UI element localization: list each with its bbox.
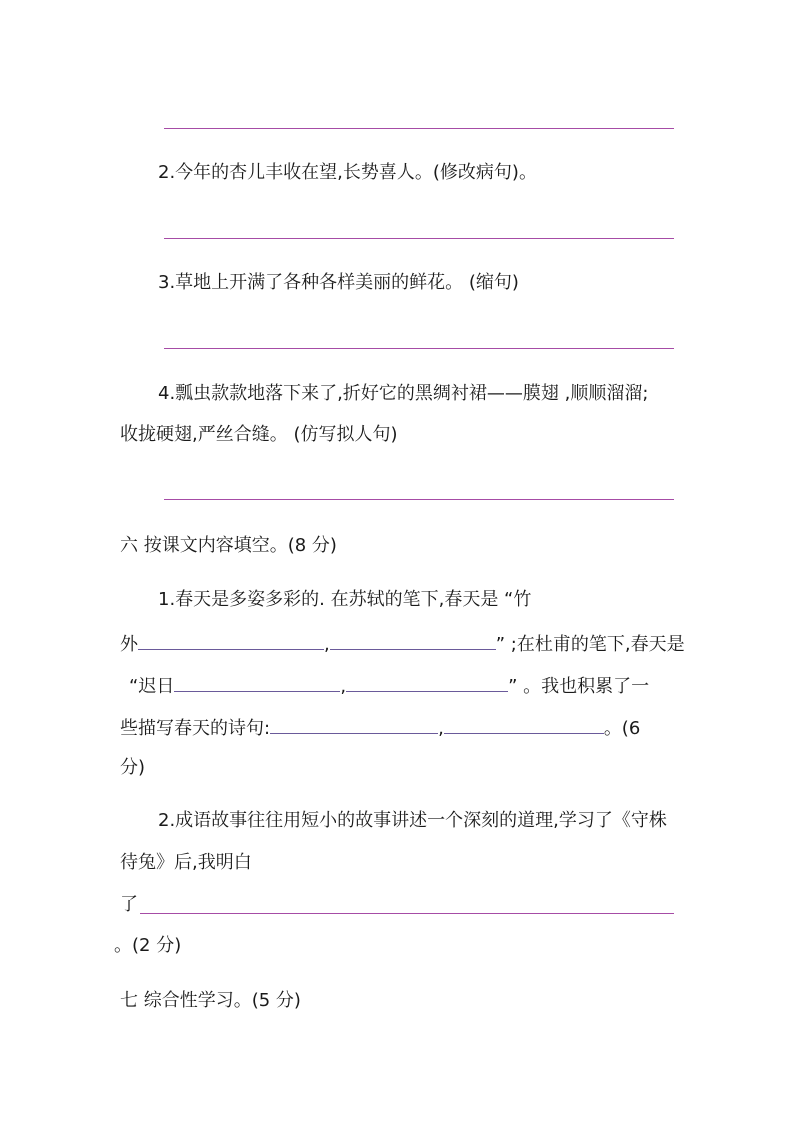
fill-blank[interactable] <box>270 715 438 734</box>
section-6-q1-line4 <box>120 715 640 740</box>
text-fragment: 外 <box>120 634 138 655</box>
text-fragment: ” 。我也积累了一 <box>508 676 650 697</box>
fill-blank[interactable] <box>346 673 508 692</box>
text-fragment: , <box>438 718 444 739</box>
fill-blank[interactable] <box>174 673 340 692</box>
answer-line[interactable] <box>164 348 674 349</box>
section-6-q2-line3: 了 <box>120 894 138 915</box>
section-6-q1-line3 <box>129 673 649 698</box>
question-3-text: 3.草地上开满了各种各样美丽的鲜花。 (缩句) <box>158 272 519 293</box>
text-fragment: ” ;在杜甫的笔下,春天是 <box>495 634 685 655</box>
question-4-text-line2: 收拢硬翅,严丝合缝。 (仿写拟人句) <box>120 424 398 445</box>
text-fragment: “迟日 <box>129 676 175 697</box>
section-6-heading: 六 按课文内容填空。(8 分) <box>120 535 337 556</box>
text-fragment: 些描写春天的诗句: <box>120 718 271 739</box>
answer-line[interactable] <box>164 128 674 129</box>
answer-line[interactable] <box>164 499 674 500</box>
section-6-q1-line1: 1.春天是多姿多彩的. 在苏轼的笔下,春天是 “竹 <box>158 589 532 610</box>
section-6-q2-line1: 2.成语故事往往用短小的故事讲述一个深刻的道理,学习了《守株 <box>158 810 667 831</box>
text-fragment: , <box>324 634 330 655</box>
fill-blank[interactable] <box>138 631 324 650</box>
fill-blank[interactable] <box>444 715 604 734</box>
section-6-q2-line2: 待兔》后,我明白 <box>120 852 252 873</box>
section-6-q2-score: 。(2 分) <box>114 935 182 956</box>
question-2-text: 2.今年的杏儿丰收在望,长势喜人。(修改病句)。 <box>158 162 537 183</box>
text-fragment: 。(6 <box>603 718 641 739</box>
question-4-text-line1: 4.瓢虫款款地落下来了,折好它的黑绸衬裙——膜翅 ,顺顺溜溜; <box>158 383 649 404</box>
answer-line[interactable] <box>164 238 674 239</box>
section-7-heading: 七 综合性学习。(5 分) <box>120 990 301 1011</box>
answer-line[interactable] <box>140 913 674 914</box>
section-6-q1-line2 <box>120 631 685 656</box>
text-fragment: , <box>340 676 347 697</box>
fill-blank[interactable] <box>330 631 496 650</box>
section-6-q1-line5: 分) <box>120 757 146 778</box>
